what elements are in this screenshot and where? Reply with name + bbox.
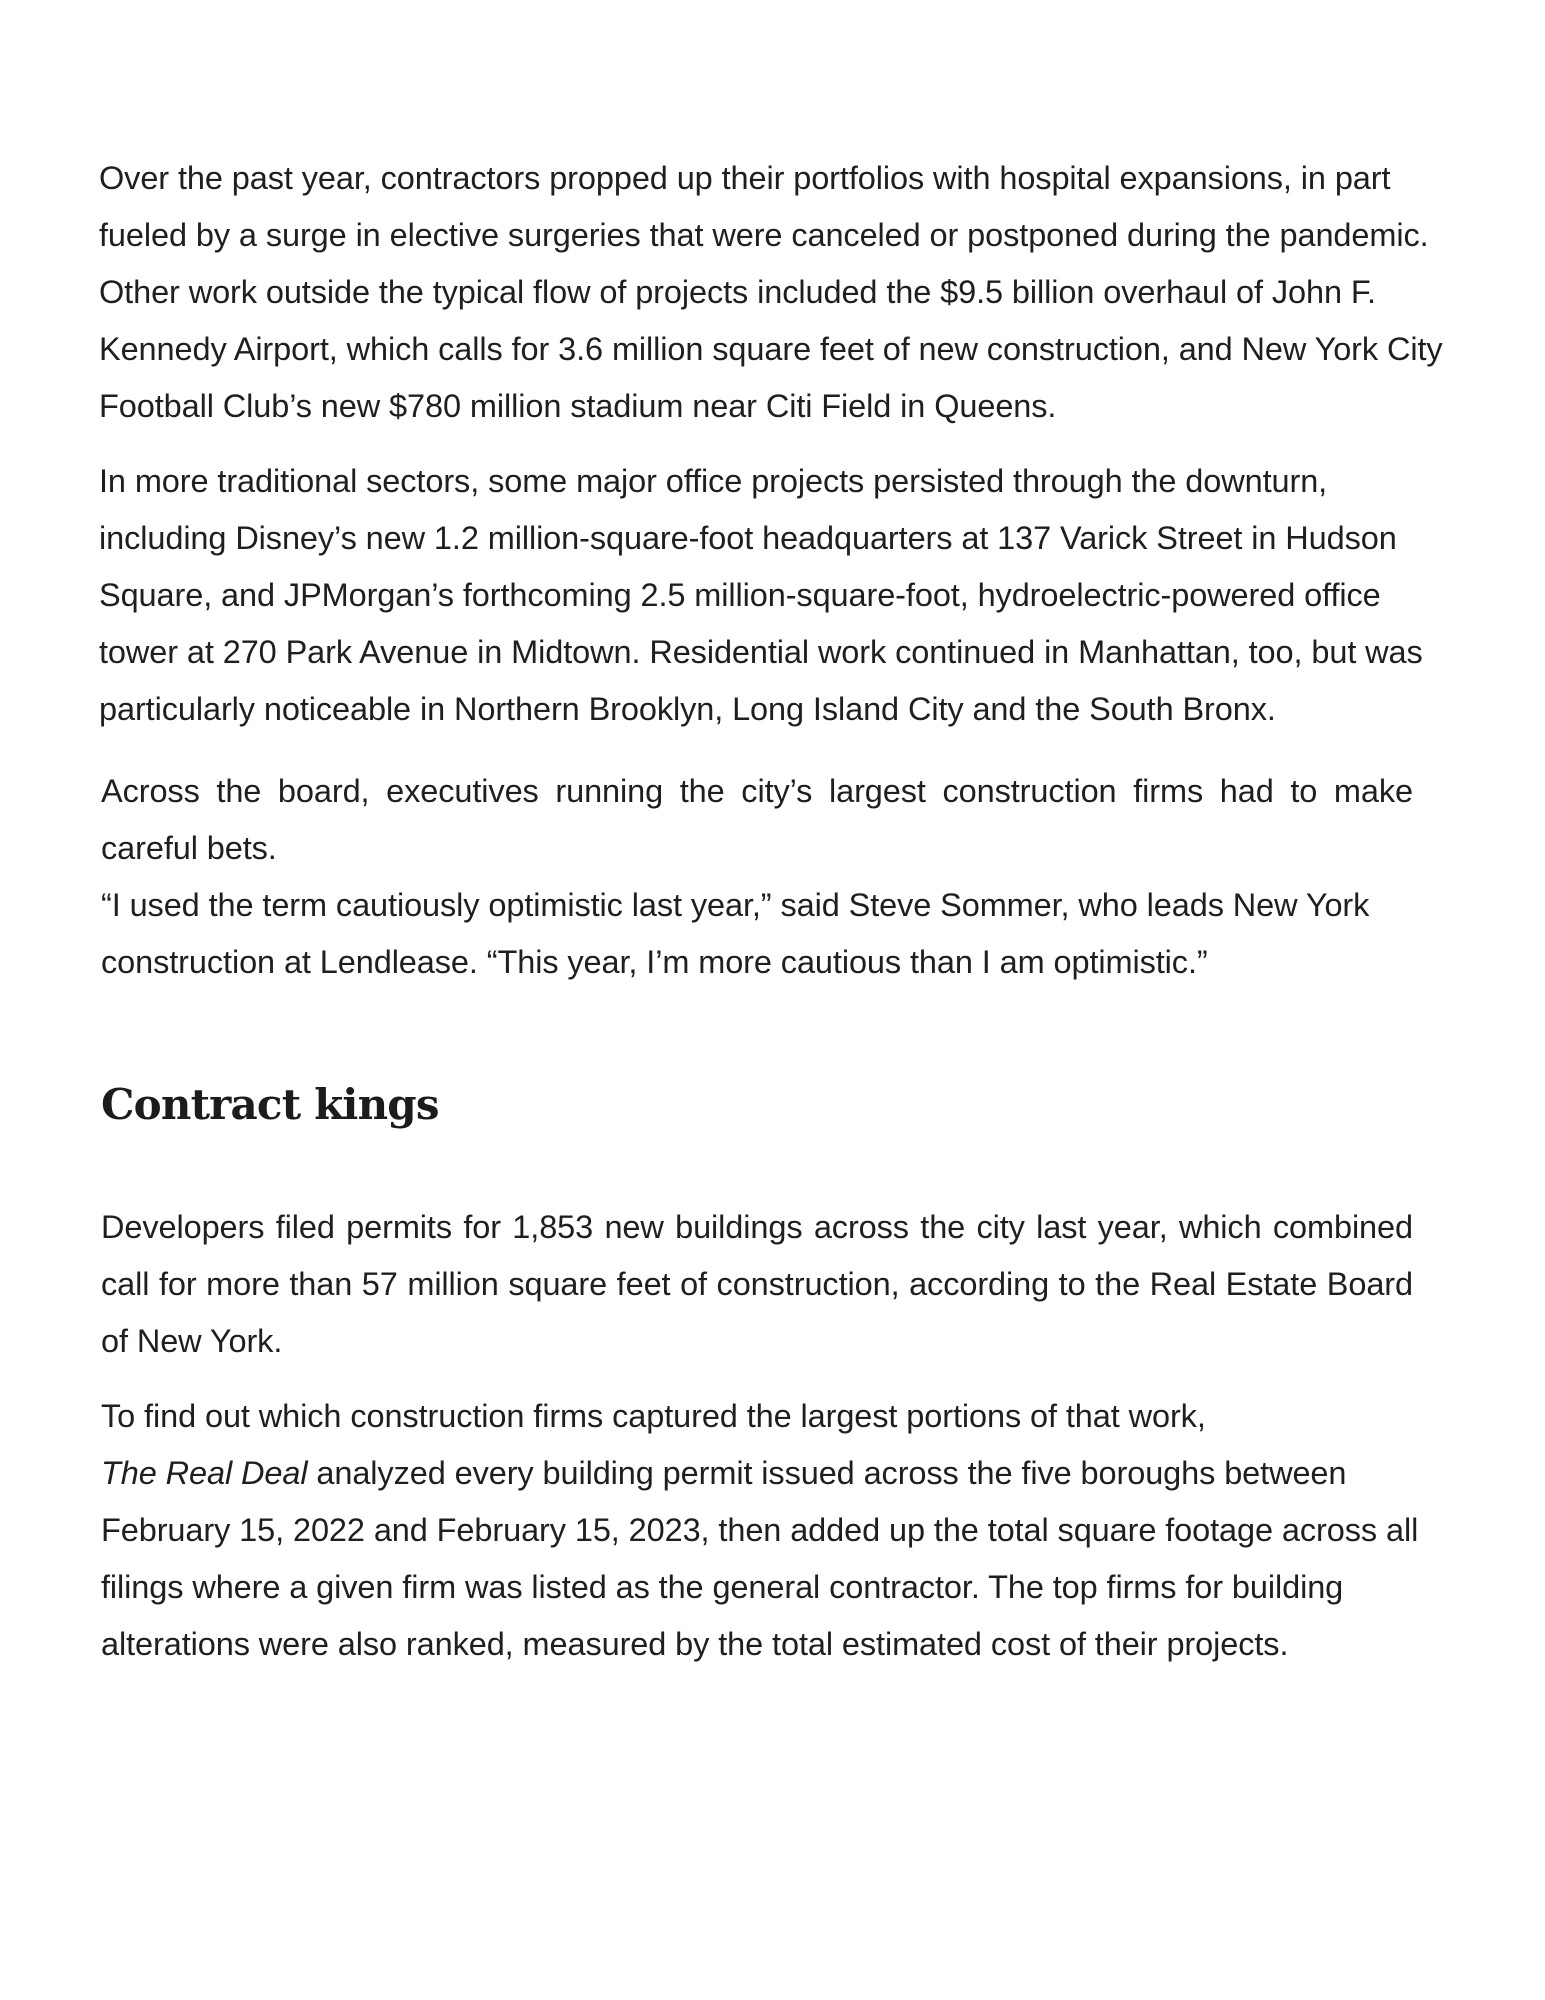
paragraph-office-projects: In more traditional sectors, some major office projects persisted through the downturn, including Disney’s new 1.2 million-square-foot headquarters at 137 Varick Street in Hudson Square, and JPMorgan’s forthcoming 2.5 million-square-foot, hydroelectric-powered office tower at 270 Park Avenue in Midtown. Residential work continued in Manhattan, too, but was particularly noticeable in Northern Brooklyn, Long Island City and the South Bronx.	[99, 463, 1423, 727]
paragraph-methodology	[99, 1388, 1444, 1673]
methodology-rest-text: analyzed every building permit issued across the five boroughs between February 15, 2022 and February 15, 2023, then added up the total square footage across all filings where a given firm was listed as the general contractor. The top firms for building alterations were also ranked, measured by the total estimated cost of their projects.	[101, 1455, 1419, 1662]
paragraph-careful-bets: Across the board, executives running the city’s largest construction firms had to make careful bets.	[101, 773, 1413, 866]
paragraph-quote-sommer: “I used the term cautiously optimistic last year,” said Steve Sommer, who leads New York construction at Lendlease. “This year, I’m more cautious than I am optimistic.”	[101, 887, 1370, 980]
paragraph-permits-filed: Developers filed permits for 1,853 new buildings across the city last year, which combined call for more than 57 million square feet of construction, according to the Real Estate Board of New York.	[101, 1209, 1413, 1359]
paragraph-hospital-expansions: Over the past year, contractors propped up their portfolios with hospital expansions, in part fueled by a surge in elective surgeries that were canceled or postponed during the pandemic. Other work outside the typical flow of projects included the $9.5 billion overhaul of John F. Kennedy Airport, which calls for 3.6 million square feet of new construction, and New York City Football Club’s new $780 million stadium near Citi Field in Queens.	[99, 160, 1443, 424]
methodology-lead-text: To find out which construction firms captured the largest portions of that work,	[101, 1398, 1206, 1434]
section-heading-contract-kings: Contract kings	[101, 1080, 439, 1129]
article-body	[99, 150, 1444, 1673]
publication-name: The Real Deal	[101, 1455, 308, 1491]
